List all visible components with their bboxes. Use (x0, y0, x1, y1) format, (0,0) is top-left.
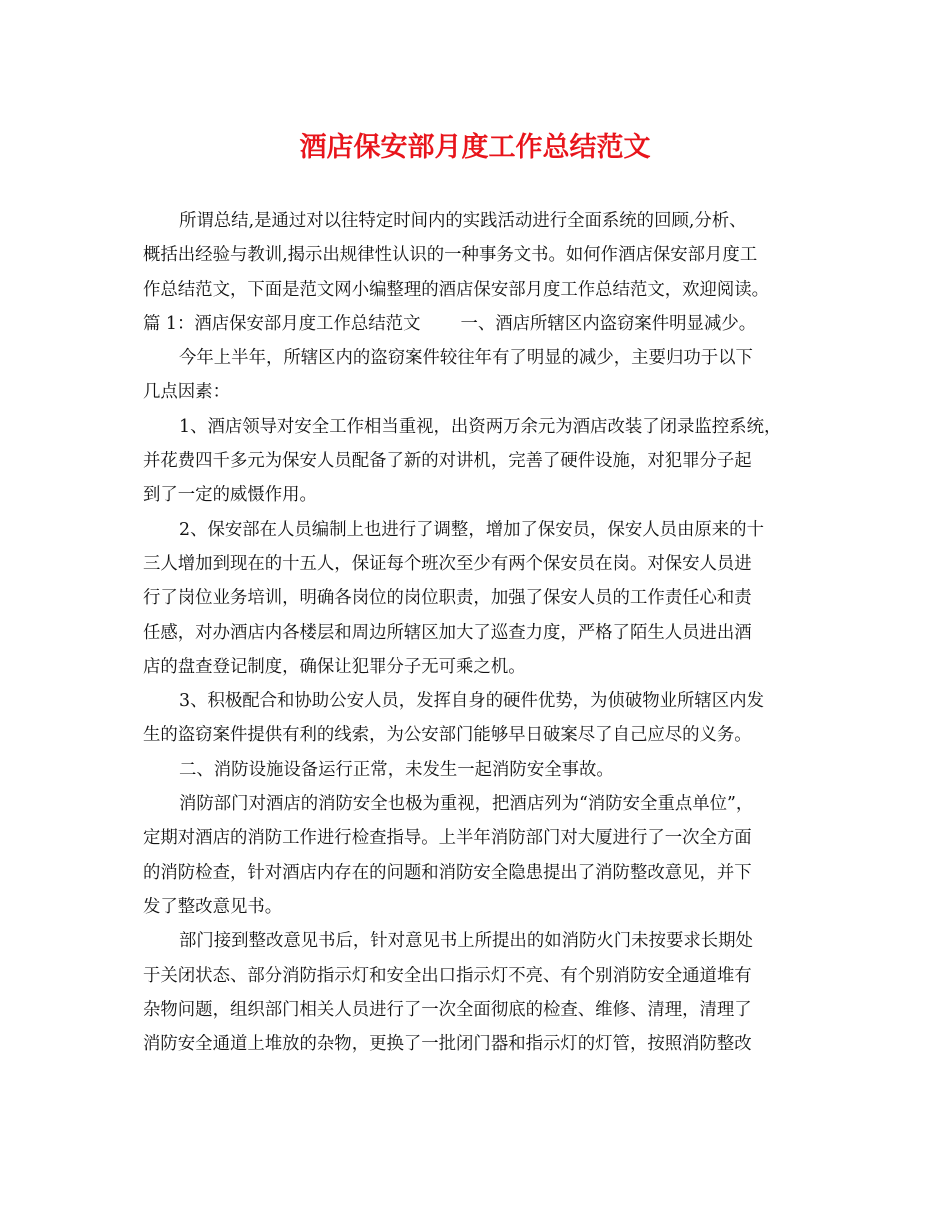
section-heading: 一、酒店所辖区内盗窃案件明显减少。 (460, 313, 757, 334)
document-body (143, 204, 815, 1061)
paragraph-line: 生的盗窃案件提供有利的线索，为公安部门能够早日破案尽了自己应尽的义务。 (143, 725, 752, 746)
paragraph-line: 发了整改意见书。 (143, 896, 283, 917)
paragraph-line: 的消防检查，针对酒店内存在的问题和消防安全隐患提出了消防整改意见，并下 (143, 862, 752, 883)
paragraph-line: 定期对酒店的消防工作进行检查指导。上半年消防部门对大厦进行了一次全方面 (143, 828, 752, 849)
paragraph-line: 1、酒店领导对安全工作相当重视，出资两万余元为酒店改装了闭录监控系统， (179, 416, 782, 437)
article-heading: 篇 1：酒店保安部月度工作总结范文 (143, 313, 421, 334)
paragraph-line: 行了岗位业务培训，明确各岗位的岗位职责，加强了保安人员的工作责任心和责 (143, 588, 752, 609)
paragraph-line: 杂物问题，组织部门相关人员进行了一次全面彻底的检查、维修、清理，清理了 (143, 999, 752, 1020)
paragraph-line: 三人增加到现在的十五人，保证每个班次至少有两个保安员在岗。对保安人员进 (143, 553, 752, 574)
paragraph-line: 部门接到整改意见书后，针对意见书上所提出的如消防火门未按要求长期处 (179, 931, 753, 952)
paragraph-line: 消防部门对酒店的消防安全也极为重视，把酒店列为“消防安全重点单位”， (179, 794, 754, 815)
paragraph-line: 2、保安部在人员编制上也进行了调整，增加了保安员，保安人员由原来的十 (179, 519, 764, 540)
paragraph-line: 任感，对办酒店内各楼层和周边所辖区加大了巡查力度，严格了陌生人员进出酒 (143, 622, 752, 643)
document-title: 酒店保安部月度工作总结范文 (299, 132, 651, 163)
paragraph-line: 3、积极配合和协助公安人员，发挥自身的硬件优势，为侦破物业所辖区内发 (179, 691, 764, 712)
paragraph-line: 并花费四千多元为保安人员配备了新的对讲机，完善了硬件设施，对犯罪分子起 (143, 451, 752, 472)
paragraph-line: 到了一定的威慑作用。 (143, 485, 317, 506)
paragraph-line: 概括出经验与教训,揭示出规律性认识的一种事务文书。如何作酒店保安部月度工 (143, 245, 758, 266)
paragraph-line: 消防安全通道上堆放的杂物，更换了一批闭门器和指示灯的灯管，按照消防整改 (143, 1034, 752, 1055)
paragraph-line: 今年上半年，所辖区内的盗窃案件较往年有了明显的减少，主要归功于以下 (179, 348, 753, 369)
paragraph-line: 所谓总结,是通过对以往特定时间内的实践活动进行全面系统的回顾,分析、 (179, 211, 747, 231)
paragraph-line: 作总结范文，下面是范文网小编整理的酒店保安部月度工作总结范文，欢迎阅读。 (143, 279, 770, 300)
paragraph-line: 店的盘查登记制度，确保让犯罪分子无可乘之机。 (143, 656, 526, 677)
paragraph-line (143, 307, 815, 341)
paragraph-line: 于关闭状态、部分消防指示灯和安全出口指示灯不亮、有个别消防安全通道堆有 (143, 965, 752, 986)
paragraph-line: 几点因素： (143, 382, 230, 403)
section-heading: 二、消防设施设备运行正常，未发生一起消防安全事故。 (179, 759, 614, 780)
